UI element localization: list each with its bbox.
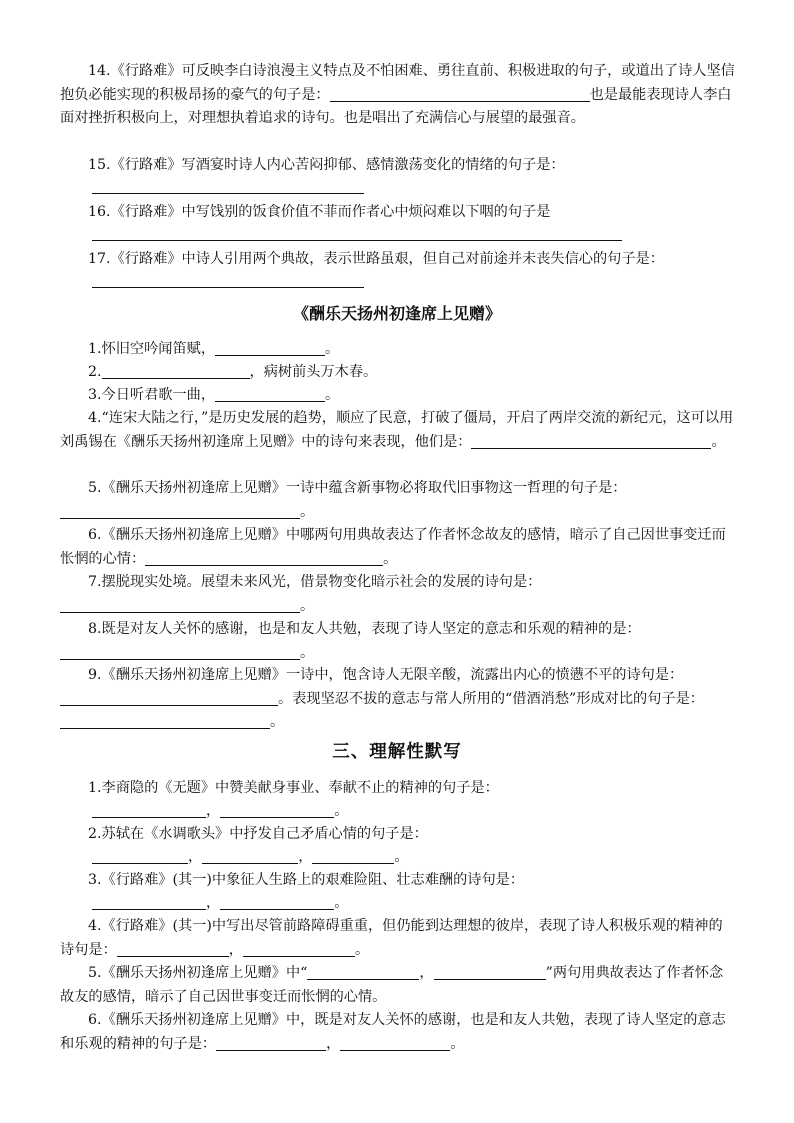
- question-text: 3.今日听君歌一曲，: [88, 387, 216, 403]
- question-text: ”两句用典故表达了作者怀念故友的感情，暗示了自己因世事变迁而怅惘的心情。: [60, 965, 724, 1005]
- question-text: 6.《酬乐天扬州初逢席上见赠》中，既是对友人关怀的感谢，也是和友人共勉，表现了诗人坚定的意志和乐观的精神的句子是：: [60, 1012, 726, 1052]
- question-17: [60, 248, 736, 272]
- separator: ，: [419, 965, 434, 981]
- answer-blank[interactable]: [102, 362, 250, 379]
- answer-blank[interactable]: [92, 801, 206, 818]
- question-text: 1.李商隐的《无题》中赞美献身事业、奉献不止的精神的句子是：: [88, 780, 499, 796]
- question-b1: [60, 338, 736, 362]
- question-b8: [60, 618, 736, 665]
- separator: ，: [228, 941, 243, 958]
- question-text: 17.《行路难》中诗人引用两个典故，表示世路虽艰，但自己对前途并未丧失信心的句子是：: [88, 251, 664, 267]
- answer-blank[interactable]: [92, 240, 622, 241]
- answer-blank[interactable]: [92, 893, 206, 910]
- answer-blank[interactable]: [340, 1034, 450, 1051]
- answer-blank[interactable]: [60, 689, 278, 706]
- answer-blank[interactable]: [60, 596, 300, 613]
- answer-blank[interactable]: [145, 549, 383, 566]
- question-text: 也是最能表现诗人李白面对挫折积极向上，对理想执着追求的诗句。也是唱出了充满信心与展望的最强音。: [60, 86, 732, 126]
- question-text: 7.摆脱现实处境。展望未来风光，借景物变化暗示社会的发展的诗句是：: [88, 574, 542, 590]
- answer-blank[interactable]: [215, 339, 325, 356]
- separator: ，: [326, 1035, 341, 1052]
- section-title: 三、理解性默写: [332, 742, 462, 762]
- answer-blank[interactable]: [312, 847, 394, 864]
- answer-blank[interactable]: [92, 287, 364, 288]
- question-b2: [60, 361, 736, 385]
- question-c2: [60, 823, 736, 847]
- question-b7: [60, 571, 736, 618]
- answer-row: [60, 800, 736, 824]
- question-end: 。: [325, 341, 340, 357]
- question-c4: [60, 915, 736, 962]
- question-end: 。: [300, 597, 315, 614]
- question-text: 。表现坚忍不拔的意志与常人所用的“借酒消愁”形成对比的句子是：: [278, 690, 704, 707]
- answer-blank[interactable]: [117, 940, 229, 957]
- answer-blank[interactable]: [216, 1034, 326, 1051]
- question-text: 5.《酬乐天扬州初逢席上见赠》一诗中蕴含新事物必将取代旧事物这一哲理的句子是：: [88, 480, 627, 496]
- question-16: [60, 201, 736, 225]
- question-15: [60, 154, 736, 178]
- answer-blank[interactable]: [215, 385, 325, 402]
- answer-blank[interactable]: [330, 85, 590, 102]
- answer-blank[interactable]: [307, 963, 419, 980]
- question-text: 2.: [88, 364, 102, 380]
- question-end: 。: [711, 433, 726, 450]
- question-b5: [60, 477, 736, 524]
- separator: ，: [188, 849, 203, 865]
- separator: ，: [206, 803, 221, 819]
- answer-blank[interactable]: [92, 847, 188, 864]
- question-text: 4.“连宋大陆之行，”是历史发展的趋势，顺应了民意，打破了僵局，开启了两岸交流的新纪元，这可以用刘禹锡在《酬乐天扬州初逢席上见赠》中的诗句来表现，他们是：: [60, 410, 734, 450]
- question-b6: [60, 524, 736, 571]
- answer-blank[interactable]: [243, 940, 355, 957]
- question-text: 15.《行路难》写酒宴时诗人内心苦闷抑郁、感情激荡变化的情绪的句子是：: [88, 157, 565, 173]
- answer-blank[interactable]: [434, 963, 546, 980]
- question-c6: [60, 1009, 736, 1056]
- question-end: 。: [334, 803, 349, 819]
- question-b4: [60, 407, 736, 454]
- question-text: 8.既是对友人关怀的感谢，也是和友人共勉，表现了诗人坚定的意志和乐观的精神的是：: [88, 621, 641, 637]
- question-end: 。: [300, 644, 315, 661]
- question-c3: [60, 869, 736, 893]
- question-c1: [60, 777, 736, 801]
- separator: ，: [298, 849, 313, 865]
- question-end: 。: [354, 941, 370, 958]
- question-text: 4.《行路难》(其一)中写出尽管前路障碍重重，但仍能到达理想的彼岸，表现了诗人积极乐观的精神的诗句是：: [60, 918, 723, 958]
- question-end: 。: [270, 714, 285, 730]
- answer-blank[interactable]: [60, 643, 300, 660]
- question-end: 。: [334, 895, 349, 911]
- question-end: 。: [325, 387, 340, 403]
- question-text: 9.《酬乐天扬州初逢席上见赠》一诗中，饱含诗人无限辛酸，流露出内心的愤懑不平的诗句是：: [88, 667, 684, 683]
- answer-blank[interactable]: [202, 847, 298, 864]
- section-title: 《酬乐天扬州初逢席上见赠》: [292, 304, 501, 323]
- question-end: 。: [394, 849, 409, 865]
- question-14: [60, 60, 736, 131]
- answer-blank[interactable]: [92, 193, 364, 194]
- question-c5: [60, 962, 736, 1009]
- question-b3: [60, 384, 736, 408]
- question-text: 3.《行路难》(其一)中象征人生路上的艰难险阻、壮志难酬的诗句是：: [88, 872, 525, 888]
- question-text: 1.怀旧空吟闻笛赋，: [88, 341, 216, 357]
- question-text: ，病树前头万木春。: [249, 364, 378, 380]
- question-end: 。: [383, 550, 398, 567]
- answer-blank[interactable]: [220, 893, 334, 910]
- answer-blank[interactable]: [471, 432, 711, 449]
- question-text: 14.《行路难》可反映李白诗浪漫主义特点及不怕困难、勇往直前、积极进取的句子，或道出了诗人坚信抱负必能实现的积极昂扬的豪气的句子是：: [60, 63, 735, 103]
- question-text: 5.《酬乐天扬州初逢席上见赠》中“: [88, 965, 308, 981]
- answer-blank[interactable]: [220, 801, 334, 818]
- question-end: 。: [300, 503, 315, 520]
- question-text: 16.《行路难》中写饯别的饭食价值不菲而作者心中烦闷难以下咽的句子是: [88, 204, 551, 220]
- answer-blank[interactable]: [60, 502, 300, 519]
- separator: ，: [206, 895, 221, 911]
- answer-row: [60, 892, 736, 916]
- answer-row: [60, 846, 736, 870]
- answer-blank[interactable]: [60, 712, 270, 729]
- question-text: 6.《酬乐天扬州初逢席上见赠》中哪两句用典故表达了作者怀念故友的感情，暗示了自己因世事变迁而怅惘的心情：: [60, 527, 726, 567]
- question-b9: [60, 664, 736, 735]
- question-text: 2.苏轼在《水调歌头》中抒发自己矛盾心情的句子是：: [88, 826, 428, 842]
- question-end: 。: [450, 1035, 465, 1052]
